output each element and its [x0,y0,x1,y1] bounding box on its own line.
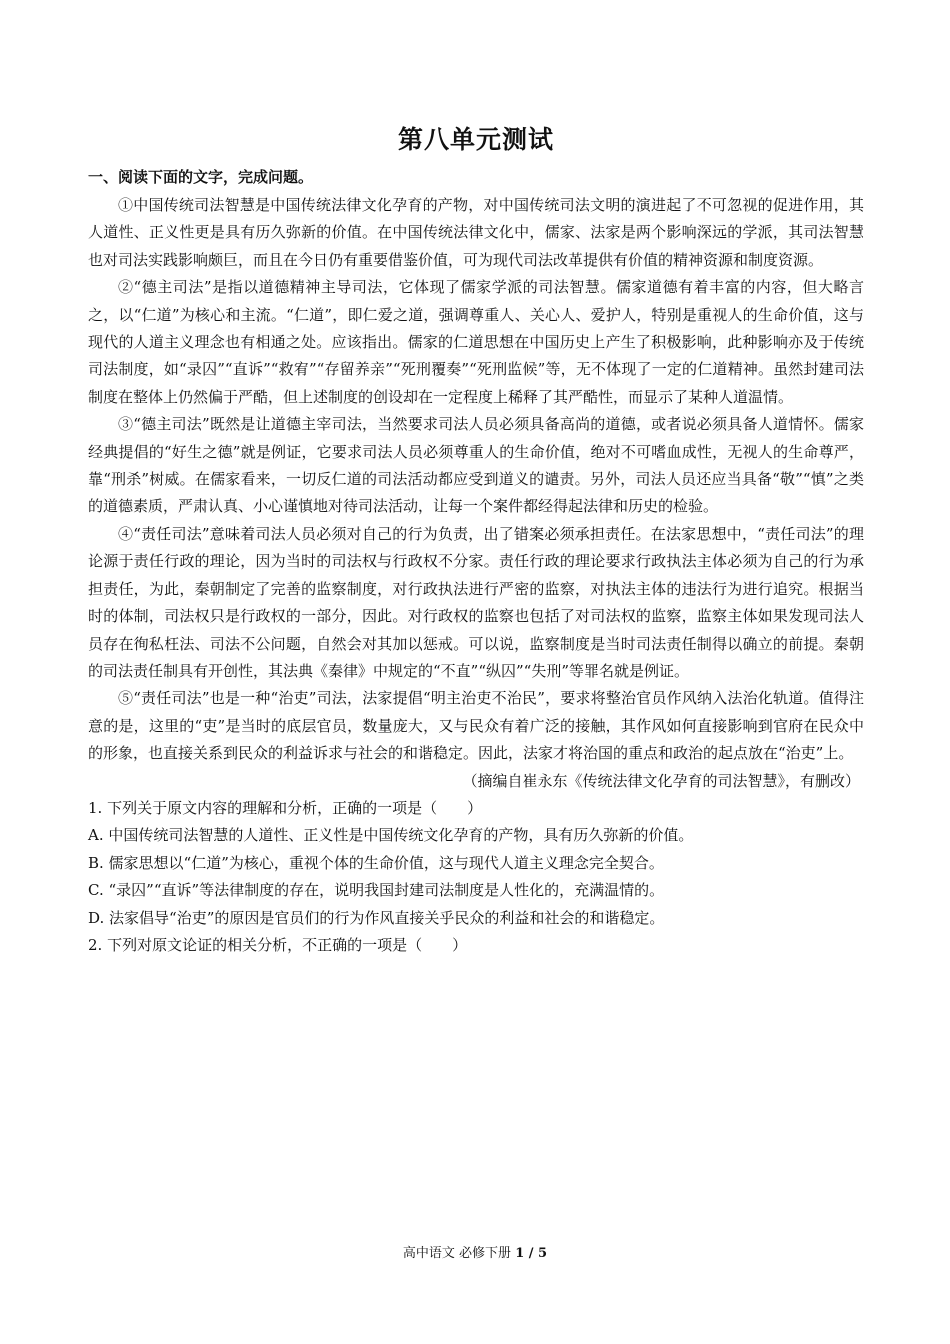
document-page [88,122,864,959]
question-stem: 2. 下列对原文论证的相关分析，不正确的一项是（ ） [88,935,468,954]
paragraph-4: ④“责任司法”意味着司法人员必须对自己的行为负责，出了错案必须承担责任。在法家思想中，“责任司法”的理论源于责任行政的理论，因为当时的司法权与行政权不分家。责任行政的理论要求行政执法主体必须为自己的行为承担责任，为此，秦朝制定了完善的监察制度，对行政执法进行严密的监察，对执法主体的违法行为进行追究。根据当时的体制，司法权只是行政权的一部分，因此。对行政权的监察也包括了对司法权的监察，监察主体如果发现司法人员存在徇私枉法、司法不公问题，自然会对其加以惩戒。可以说，监察制度是当时司法责任制得以确立的前提。秦朝的司法责任制具有开创性，其法典《秦律》中规定的“不直”“纵囚”“失刑”等罪名就是例证。 [88,524,864,680]
section-heading: 一、阅读下面的文字，完成问题。 [88,168,314,186]
question-2 [88,932,864,959]
page-number: 1 / 5 [515,1246,548,1261]
paragraph-3: ③“德主司法”既然是让道德主宰司法，当然要求司法人员必须具备高尚的道德，或者说必须具备人道情怀。儒家经典提倡的“好生之德”就是例证，它要求司法人员必须尊重人的生命价值，绝对不可嗜血成性，无视人的生命尊严，靠“刑杀”树威。在儒家看来，一切反仁道的司法活动都应受到道义的谴责。另外，司法人员还应当具备“敬”“慎”之类的道德素质，严肃认真、小心谨慎地对待司法活动，让每一个案件都经得起法律和历史的检验。 [88,415,864,516]
option-d: D. 法家倡导“治吏”的原因是官员们的行为作风直接关乎民众的利益和社会的和谐稳定。 [88,908,665,927]
source-citation: （摘编自崔永东《传统法律文化孕育的司法智慧》，有删改） [462,771,860,790]
option-c: C. “录囚”“直诉”等法律制度的存在，说明我国封建司法制度是人性化的，充满温情的。 [88,881,665,900]
page-footer [0,1244,950,1264]
paragraph-5: ⑤“责任司法”也是一种“治吏”司法，法家提倡“明主治吏不治民”，要求将整治官员作风纳入法治化轨道。值得注意的是，这里的“吏”是当时的底层官员，数量庞大，又与民众有着广泛的接触，其作风如何直接影响到官府在民众中的形象，也直接关系到民众的利益诉求与社会的和谐稳定。因此，法家才将治国的重点和政治的起点放在“治吏”上。 [88,689,864,763]
paragraph-2: ②“德主司法”是指以道德精神主导司法，它体现了儒家学派的司法智慧。儒家道德有着丰富的内容，但大略言之，以“仁道”为核心和主流。“仁道”，即仁爱之道，强调尊重人、关心人、爱护人，特别是重视人的生命价值，这与现代的人道主义理念也有相通之处。应该指出。儒家的仁道思想在中国历史上产生了积极影响，此种影响亦及于传统司法制度，如“录囚”“直诉”“救宥”“存留养亲”“死刑覆奏”“死刑监候”等，无不体现了一定的仁道精神。虽然封建司法制度在整体上仍然偏于严酷，但上述制度的创设却在一定程度上稀释了其严酷性，而显示了某种人道温情。 [88,278,864,406]
paragraph-1: ①中国传统司法智慧是中国传统法律文化孕育的产物，对中国传统司法文明的演进起了不可忽视的促进作用，其人道性、正义性更是具有历久弥新的价值。在中国传统法律文化中，儒家、法家是两个影响深远的学派，其司法智慧也对司法实践影响颇巨，而且在今日仍有重要借鉴价值，可为现代司法改革提供有价值的精神资源和制度资源。 [88,196,864,269]
question-stem: 1. 下列关于原文内容的理解和分析，正确的一项是（ ） [88,798,483,817]
footer-label: 高中语文 必修下册 [402,1246,512,1261]
document-title: 第八单元测试 [397,125,554,154]
option-b: B. 儒家思想以“仁道”为核心，重视个体的生命价值，这与现代人道主义理念完全契合。 [88,853,664,872]
question-1 [88,795,864,932]
option-a: A. 中国传统司法智慧的人道性、正义性是中国传统文化孕育的产物，具有历久弥新的价值。 [88,826,694,845]
